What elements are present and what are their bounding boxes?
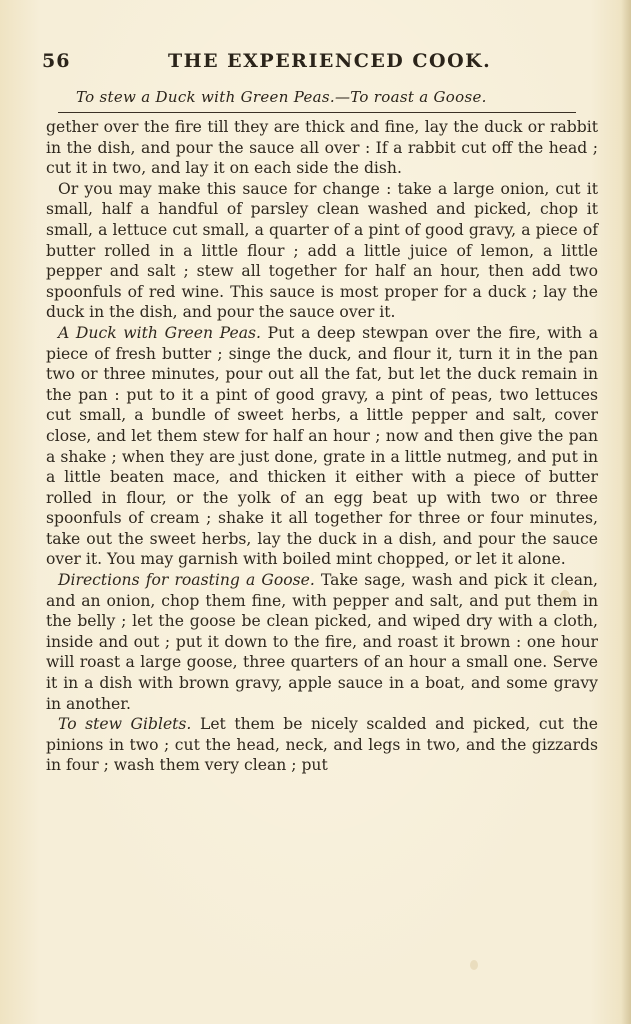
running-head: THE EXPERIENCED COOK. <box>168 50 492 72</box>
paragraph-text: Or you may make this sauce for change : take a large onion, cut it small, half a handful of parsley clean washed and picked, chop it small, a lettuce cut small, a quarter of a pint of good gravy, a piece of butter rolled in a little flour ; add a little juice of lemon, a little pepper and salt ; stew all together for half an hour, then add two spoonfuls of red wine. This sauce is most proper for a duck ; lay the duck in the dish, and pour the sauce over it. <box>46 179 598 322</box>
paragraph-text: gether over the fire till they are thick and fine, lay the duck or rabbit in the dish, and pour the sauce all over : If a rabbit cut off the head ; cut it in two, and lay it on each side the dish. <box>46 118 598 178</box>
paper-stain <box>470 960 478 970</box>
recipe-title: Directions for roasting a Goose. <box>58 571 315 590</box>
header-rule <box>58 112 576 113</box>
paragraph <box>46 323 598 570</box>
recipe-title: To stew Giblets. <box>58 715 192 734</box>
section-subhead: To stew a Duck with Green Peas.—To roast a Goose. <box>76 88 487 106</box>
paragraph <box>46 570 598 714</box>
recipe-title: A Duck with Green Peas. <box>58 323 261 342</box>
paragraph <box>46 714 598 776</box>
page-header <box>38 50 598 76</box>
page-edge-shadow <box>621 0 631 1024</box>
paragraph <box>46 117 598 179</box>
paragraph-text: Let them be nicely scalded and picked, cut the pinions in two ; cut the head, neck, and legs in two, and the gizzards in four ; wash them very clean ; put <box>46 715 598 775</box>
paragraph <box>46 179 598 323</box>
page-number: 56 <box>42 50 71 72</box>
paragraph-text: Put a deep stewpan over the fire, with a piece of fresh butter ; singe the duck, and flour it, turn it in the pan two or three minutes, pour out all the fat, but let the duck remain in the pan : put to it a pint of good gravy, a pint of peas, two lettuces cut small, a bundle of sweet herbs, a little pepper and salt, cover close, and let them stew for half an hour ; now and then give the pan a shake ; when they are just done, grate in a little nutmeg, and put in a little beaten mace, and thicken it either with a piece of butter rolled in flour, or the yolk of an egg beat up with two or three spoonfuls of cream ; shake it all together for three or four minutes, take out the sweet herbs, lay the duck in a dish, and pour the sauce over it. You may garnish with boiled mint chopped, or let it alone. <box>46 323 598 569</box>
paragraph-text: Take sage, wash and pick it clean, and an onion, chop them fine, with pepper and salt, and put them in the belly ; let the goose be clean picked, and wiped dry with a cloth, inside and out ; put it down to the fire, and roast it brown : one hour will roast a large goose, three quarters of an hour a small one. Serve it in a dish with brown gravy, apple sauce in a boat, and some gravy in another. <box>46 571 598 713</box>
body-text <box>46 117 598 776</box>
